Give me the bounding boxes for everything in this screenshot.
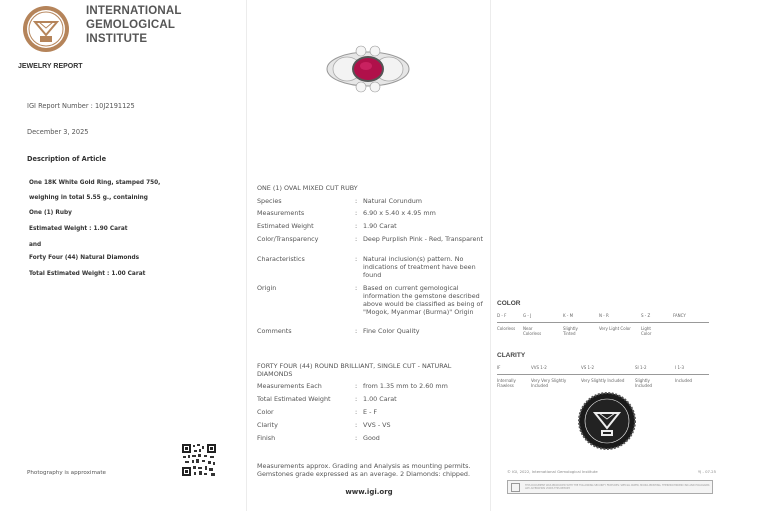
scale-grade: FANCY xyxy=(673,313,686,318)
color-scale xyxy=(497,300,709,336)
copyright-text: © IGI, 2022, International Gemological Institute xyxy=(507,469,598,474)
detail-value: Good xyxy=(363,434,380,442)
description-title: Description of Article xyxy=(27,155,107,163)
scale-grade: S - Z xyxy=(641,313,651,318)
ring-photo xyxy=(325,44,411,94)
scale-description: Very Very Slightly Included xyxy=(531,378,567,388)
scale-grade: SI 1-2 xyxy=(635,365,647,370)
detail-value: 6.90 x 5.40 x 4.95 mm xyxy=(363,209,436,217)
description-line: Total Estimated Weight : 1.00 Carat xyxy=(29,271,146,277)
report-date: December 3, 2025 xyxy=(27,128,89,136)
detail-row: Comments : Fine Color Quality xyxy=(257,327,489,339)
color-scale-grades xyxy=(497,313,709,318)
description-line: Forty Four (44) Natural Diamonds xyxy=(29,255,140,261)
scale-description: Internally Flawless xyxy=(497,378,516,388)
scale-divider xyxy=(497,374,709,375)
clarity-scale-title: CLARITY xyxy=(497,352,526,359)
detail-key: Measurements xyxy=(257,209,305,217)
detail-value: E - F xyxy=(363,408,378,416)
brand-line: INTERNATIONAL xyxy=(86,5,182,17)
detail-row: Total Estimated Weight : 1.00 Carat xyxy=(257,395,489,408)
brand-line: GEMOLOGICAL xyxy=(86,19,176,31)
igi-seal-icon xyxy=(18,4,74,52)
description-line: and xyxy=(29,242,42,248)
qr-code-icon[interactable] xyxy=(181,443,217,477)
gemstone-details-panel xyxy=(246,0,490,511)
report-number xyxy=(27,102,135,110)
detail-value: 1.00 Carat xyxy=(363,395,397,403)
scale-description xyxy=(673,326,703,336)
grading-footnote: Measurements approx. Grading and Analysis as mounting permits. Gemstones grade expressed as an average. 2 Diamonds: chipped. xyxy=(257,462,471,478)
detail-row: Origin : Based on current gemological information the gemstone described above would be classified as being of "Mogok, Myanmar (Burma)" Origin xyxy=(257,284,489,327)
website-link[interactable]: www.igi.org xyxy=(345,488,393,496)
detail-value: Natural inclusion(s) pattern. No indications of treatment have been found xyxy=(363,255,476,279)
diamond-details-table xyxy=(257,382,489,447)
scale-description: Colorless xyxy=(497,326,516,331)
clarity-scale-descriptions xyxy=(497,378,709,388)
scale-grade: K - M xyxy=(563,313,574,318)
ruby-section-title: ONE (1) OVAL MIXED CUT RUBY xyxy=(257,184,358,192)
detail-key: Estimated Weight xyxy=(257,222,314,230)
detail-value: VVS - VS xyxy=(363,421,391,429)
detail-key: Color/Transparency xyxy=(257,235,319,243)
description-line: weighing in total 5.55 g., containing xyxy=(29,195,148,201)
scale-grade: VVS 1-2 xyxy=(531,365,547,370)
grading-scales-panel xyxy=(490,0,768,511)
brand-line: INSTITUTE xyxy=(86,33,148,45)
detail-key: Origin xyxy=(257,284,277,292)
detail-value: from 1.35 mm to 2.60 mm xyxy=(363,382,448,390)
scale-grade: IF xyxy=(497,365,501,370)
detail-row: Estimated Weight : 1.90 Carat xyxy=(257,222,489,235)
security-strip-text: THIS DOCUMENT WAS PRODUCED WITH THE FOLLOWING SECURITY FEATURES: SPECIAL PAPER, MICRO-PRINTING, THERMOCHROMIC INK AND HOLOGRAM. ANY ALTERATION VOIDS THIS REPORT. xyxy=(525,484,711,490)
detail-row: Clarity : VVS - VS xyxy=(257,421,489,434)
detail-row: Species : Natural Corundum xyxy=(257,197,489,209)
diamonds-section-title: FORTY FOUR (44) ROUND BRILLIANT, SINGLE CUT - NATURAL DIAMONDS xyxy=(257,362,452,378)
detail-row: Measurements Each : from 1.35 mm to 2.60 mm xyxy=(257,382,489,395)
detail-value: Natural Corundum xyxy=(363,197,423,205)
ruby-details-table xyxy=(257,197,489,339)
description-line: One 18K White Gold Ring, stamped 750, xyxy=(29,180,161,186)
detail-key: Characteristics xyxy=(257,255,305,263)
scale-description: Very Light Color xyxy=(599,326,631,331)
clarity-scale-grades xyxy=(497,365,709,370)
security-icon xyxy=(511,483,520,492)
igi-seal-black-icon xyxy=(577,392,637,450)
scale-grade: VS 1-2 xyxy=(581,365,595,370)
report-number-value: 10J2191125 xyxy=(94,102,135,110)
detail-row: Color : E - F xyxy=(257,408,489,421)
color-scale-title: COLOR xyxy=(497,300,521,307)
scale-grade: N - R xyxy=(599,313,609,318)
detail-value: Fine Color Quality xyxy=(363,327,420,335)
detail-row: Measurements : 6.90 x 5.40 x 4.95 mm xyxy=(257,209,489,222)
report-number-label: IGI Report Number : xyxy=(27,102,93,110)
photography-note: Photography is approximate xyxy=(27,470,106,476)
color-scale-descriptions xyxy=(497,326,709,336)
scale-grade: D - F xyxy=(497,313,507,318)
scale-description: Slightly Included xyxy=(635,378,653,388)
scale-description: Very Slightly Included xyxy=(581,378,625,383)
detail-key: Total Estimated Weight xyxy=(257,395,331,403)
scale-divider xyxy=(497,322,709,323)
form-code: YJ - 07.25 xyxy=(697,469,716,474)
scale-description: Slightly Tinted xyxy=(563,326,578,336)
detail-key: Comments xyxy=(257,327,292,335)
report-type: JEWELRY REPORT xyxy=(18,63,83,70)
detail-value: Based on current gemological information the gemstone described above would be classified as being of "Mogok, Myanmar (Burma)" Origin xyxy=(363,284,483,316)
security-strip xyxy=(507,480,713,494)
description-line: Estimated Weight : 1.90 Carat xyxy=(29,226,128,232)
scale-description: Light Color xyxy=(641,326,652,336)
scale-grade: G - J xyxy=(523,313,532,318)
detail-row: Color/Transparency : Deep Purplish Pink - Red, Transparent xyxy=(257,235,489,255)
detail-key: Species xyxy=(257,197,282,205)
brand-name xyxy=(86,4,182,46)
detail-value: Deep Purplish Pink - Red, Transparent xyxy=(363,235,483,243)
report-cover-panel xyxy=(0,0,246,511)
detail-key: Clarity xyxy=(257,421,278,429)
description-list xyxy=(29,180,160,286)
scale-description: Near Colorless xyxy=(523,326,542,336)
description-line: One (1) Ruby xyxy=(29,210,72,216)
detail-row: Finish : Good xyxy=(257,434,489,447)
clarity-scale xyxy=(497,352,709,388)
detail-key: Measurements Each xyxy=(257,382,322,390)
scale-grade: I 1-3 xyxy=(675,365,684,370)
detail-key: Color xyxy=(257,408,274,416)
scale-description: Included xyxy=(675,378,693,383)
detail-value: 1.90 Carat xyxy=(363,222,397,230)
detail-row: Characteristics : Natural inclusion(s) pattern. No indications of treatment have been found xyxy=(257,255,489,284)
detail-key: Finish xyxy=(257,434,276,442)
